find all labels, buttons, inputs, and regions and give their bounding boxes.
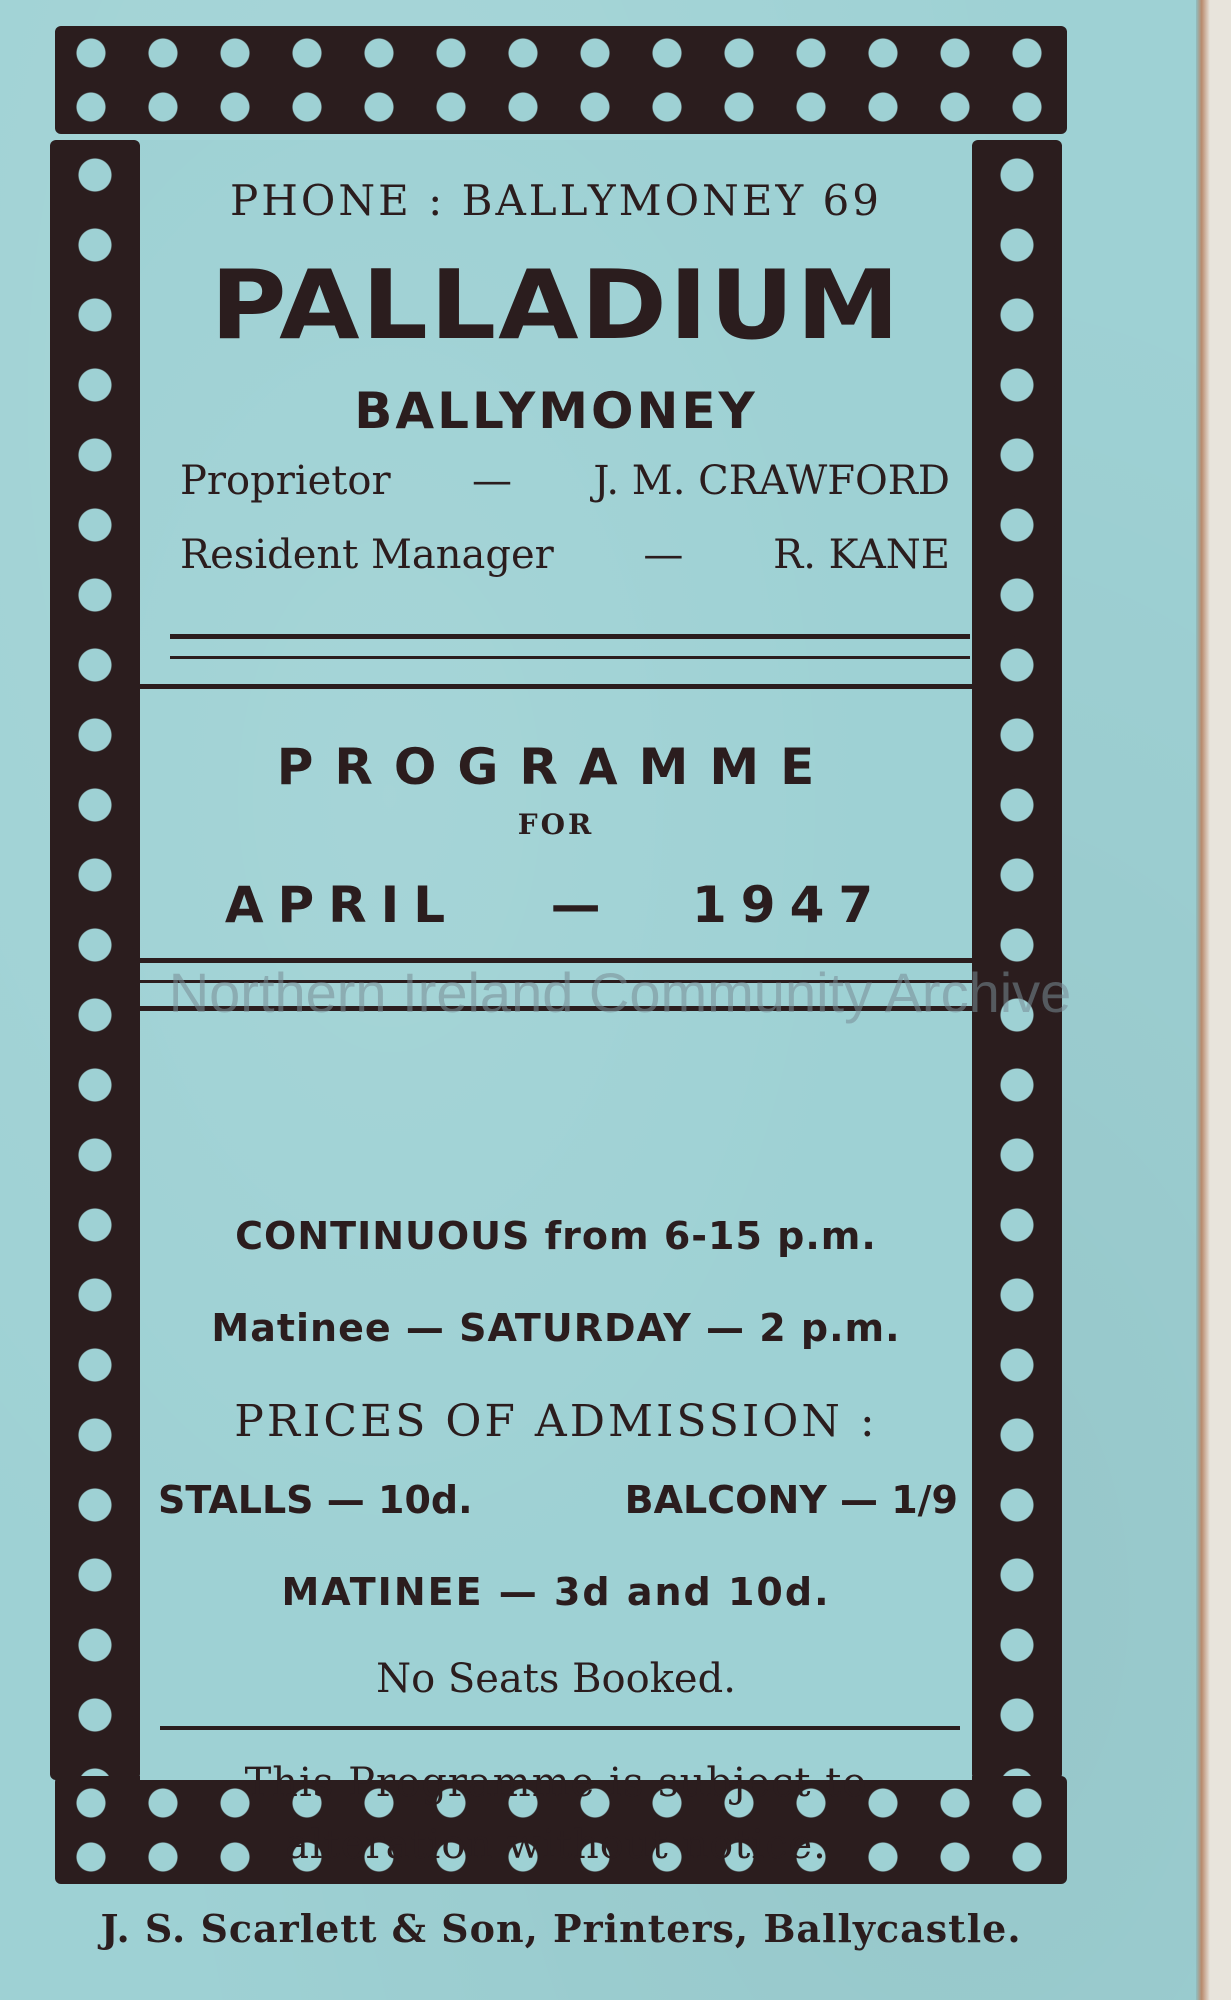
manager-name: R. KANE xyxy=(773,532,950,578)
divider-rule xyxy=(170,656,970,659)
no-seats-booked: No Seats Booked. xyxy=(376,1656,736,1702)
cinema-town: BALLYMONEY xyxy=(354,382,758,440)
divider-rule xyxy=(160,1726,960,1730)
matinee-price: MATINEE — 3d and 10d. xyxy=(281,1570,831,1614)
matinee-schedule: Matinee — SATURDAY — 2 p.m. xyxy=(211,1306,901,1350)
stalls-price: STALLS — 10d. xyxy=(158,1478,473,1522)
divider-rule xyxy=(140,684,972,689)
seat-prices xyxy=(158,1478,958,1522)
phone-line: PHONE : BALLYMONEY 69 xyxy=(230,176,882,225)
programme-heading: PROGRAMME xyxy=(276,738,836,796)
manager-role: Resident Manager xyxy=(180,532,554,578)
proprietor-name: J. M. CRAWFORD xyxy=(593,458,950,504)
divider-rule xyxy=(170,634,970,639)
manager-dash: — xyxy=(643,532,684,578)
printer-credit: J. S. Scarlett & Son, Printers, Ballycastle. xyxy=(100,1906,1022,1951)
programme-for: FOR xyxy=(517,808,595,841)
proprietor-dash: — xyxy=(472,458,512,504)
ornamental-border-top xyxy=(55,26,1067,134)
programme-month: APRIL xyxy=(224,876,460,934)
proprietor-role: Proprietor xyxy=(180,458,391,504)
manager-line xyxy=(180,532,950,578)
continuous-showing: CONTINUOUS from 6-15 p.m. xyxy=(235,1214,877,1258)
programme-year: 1947 xyxy=(691,876,888,934)
proprietor-line xyxy=(180,458,950,504)
prices-heading: PRICES OF ADMISSION : xyxy=(234,1396,878,1447)
notice-line-1: This Programme is subject to xyxy=(244,1760,868,1806)
programme-dash: — xyxy=(550,876,601,934)
cinema-title: PALLADIUM xyxy=(210,248,902,362)
page-edge xyxy=(1196,0,1210,2000)
programme-month-year xyxy=(140,876,972,934)
notice-line-2: alteration without notice. xyxy=(285,1822,827,1868)
archive-watermark: Northern Ireland Community Archive xyxy=(168,961,1072,1024)
balcony-price: BALCONY — 1/9 xyxy=(624,1478,958,1522)
